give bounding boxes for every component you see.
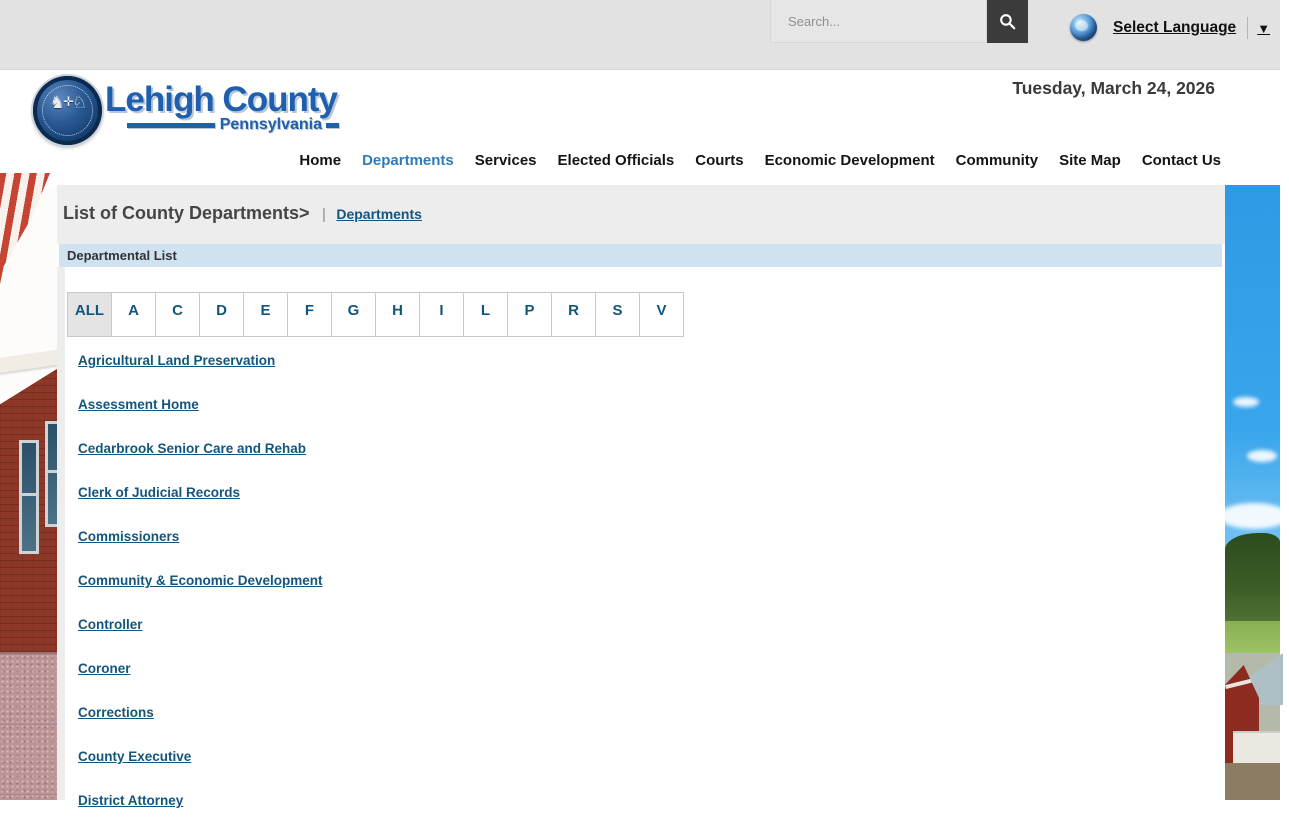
nav-item-services[interactable]: Services [474, 152, 537, 169]
department-row [78, 440, 1225, 484]
flag-graphic [0, 173, 50, 323]
top-utility-bar [0, 0, 1280, 70]
department-row [78, 572, 1225, 616]
ground [1225, 763, 1280, 800]
department-row [78, 704, 1225, 748]
search-button[interactable] [987, 0, 1028, 43]
nav-item-community[interactable]: Community [955, 152, 1039, 169]
cloud [1233, 397, 1259, 407]
department-row [78, 660, 1225, 704]
farm-scene [1225, 653, 1280, 800]
alpha-tab-d[interactable]: D [199, 292, 244, 337]
logo-subtitle: Pennsylvania [219, 116, 322, 133]
seal-emblem: ♞✛♘ [49, 93, 86, 112]
department-row [78, 616, 1225, 660]
alpha-tab-c[interactable]: C [155, 292, 200, 337]
alpha-tab-e[interactable]: E [243, 292, 288, 337]
department-row [78, 528, 1225, 572]
department-list [78, 352, 1225, 836]
search-input[interactable] [770, 0, 987, 43]
logo-bar-left [127, 123, 215, 128]
nav-item-departments[interactable]: Departments [362, 152, 454, 169]
county-seal-icon [33, 76, 102, 145]
alpha-tab-f[interactable]: F [287, 292, 332, 337]
nav-item-elected-officials[interactable]: Elected Officials [557, 152, 675, 169]
department-row [78, 484, 1225, 528]
page-title: List of County Departments> [63, 203, 310, 223]
language-selector [1113, 17, 1270, 39]
main-nav [299, 152, 1221, 169]
site-header [0, 70, 1280, 185]
nav-item-contact-us[interactable]: Contact Us [1141, 152, 1221, 169]
alpha-tab-l[interactable]: L [463, 292, 508, 337]
hills [1225, 533, 1280, 625]
right-background-photo [1225, 185, 1280, 800]
department-link[interactable]: County Executive [78, 749, 192, 764]
alpha-tab-all[interactable]: ALL [67, 292, 112, 337]
current-date: Tuesday, March 24, 2026 [1012, 78, 1215, 98]
cloud [1247, 450, 1277, 462]
cloud [1219, 503, 1289, 529]
department-row [78, 352, 1225, 396]
page-title-area [57, 185, 1225, 244]
language-separator [1247, 17, 1248, 39]
content-panel [57, 185, 1225, 808]
left-background-photo [0, 185, 57, 800]
breadcrumb-separator: | [321, 206, 326, 223]
alpha-tab-h[interactable]: H [375, 292, 420, 337]
department-link[interactable]: Commissioners [78, 529, 180, 544]
nav-item-site-map[interactable]: Site Map [1059, 152, 1121, 169]
search-icon [998, 12, 1017, 31]
department-link[interactable]: Community & Economic Development [78, 573, 323, 588]
alpha-tab-a[interactable]: A [111, 292, 156, 337]
breadcrumb-link-departments[interactable]: Departments [336, 206, 422, 222]
department-link[interactable]: Coroner [78, 661, 131, 676]
department-link[interactable]: Agricultural Land Preservation [78, 353, 276, 368]
department-row [78, 396, 1225, 440]
department-link[interactable]: Clerk of Judicial Records [78, 485, 241, 500]
alpha-tab-p[interactable]: P [507, 292, 552, 337]
left-gutter [57, 267, 65, 800]
logo-wordmark [105, 80, 343, 134]
select-language-link[interactable]: Select Language [1113, 19, 1237, 36]
alpha-tab-r[interactable]: R [551, 292, 596, 337]
department-link[interactable]: District Attorney [78, 793, 184, 808]
language-dropdown-arrow-icon[interactable]: ▼ [1257, 20, 1271, 36]
logo-title: Lehigh County [105, 80, 337, 119]
section-header: Departmental List [59, 244, 1222, 267]
alpha-tab-s[interactable]: S [595, 292, 640, 337]
building-window [19, 440, 39, 554]
nav-item-courts[interactable]: Courts [695, 152, 744, 169]
alpha-tab-g[interactable]: G [331, 292, 376, 337]
nav-item-economic-development[interactable]: Economic Development [764, 152, 935, 169]
globe-icon [1070, 14, 1097, 41]
barn-wall [1233, 731, 1280, 765]
site-logo[interactable] [33, 74, 343, 154]
nav-item-home[interactable]: Home [299, 152, 342, 169]
department-link[interactable]: Corrections [78, 705, 154, 720]
alpha-tabs [67, 292, 1225, 337]
alpha-tab-i[interactable]: I [419, 292, 464, 337]
department-link[interactable]: Cedarbrook Senior Care and Rehab [78, 441, 307, 456]
granite-base [0, 652, 57, 800]
logo-bar-right [326, 123, 339, 128]
field [1225, 621, 1280, 653]
department-link[interactable]: Assessment Home [78, 397, 199, 412]
department-link[interactable]: Controller [78, 617, 143, 632]
alpha-tab-v[interactable]: V [639, 292, 684, 337]
department-row [78, 748, 1225, 792]
department-row [78, 792, 1225, 836]
